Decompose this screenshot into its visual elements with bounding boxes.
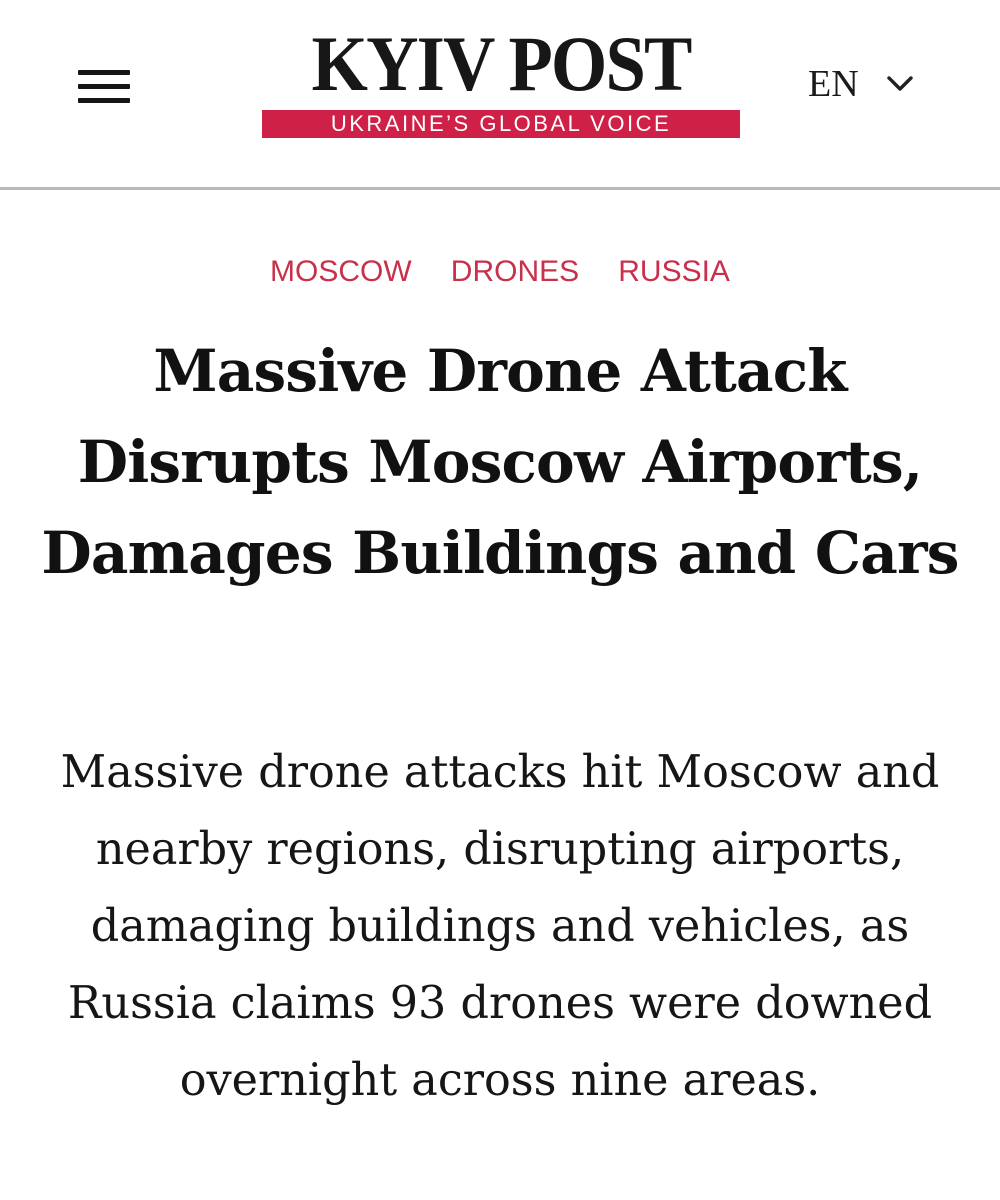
article-tags	[0, 252, 1000, 292]
logo-title: KYIV POST	[311, 20, 691, 107]
tag-drones[interactable]: DRONES	[450, 255, 580, 288]
tag-moscow[interactable]: MOSCOW	[270, 255, 412, 288]
article-summary: Massive drone attacks hit Moscow and nearby regions, disrupting airports, damaging buildings and vehicles, as Russia claims 93 drones were downed overnight across nine areas.	[60, 747, 940, 1106]
article-headline: Massive Drone Attack Disrupts Moscow Airports, Damages Buildings and Cars	[41, 337, 959, 587]
menu-bar	[78, 84, 130, 89]
logo-tagline: UKRAINE’S GLOBAL VOICE	[262, 110, 740, 138]
menu-bar	[78, 98, 130, 103]
language-selector[interactable]	[808, 62, 918, 106]
site-logo[interactable]	[262, 22, 740, 140]
language-code: EN	[808, 63, 859, 105]
tag-russia[interactable]: RUSSIA	[618, 255, 730, 288]
site-header	[0, 0, 1000, 188]
hamburger-menu-icon[interactable]	[78, 70, 130, 104]
chevron-down-icon	[886, 74, 914, 94]
header-divider	[0, 187, 1000, 190]
menu-bar	[78, 70, 130, 75]
